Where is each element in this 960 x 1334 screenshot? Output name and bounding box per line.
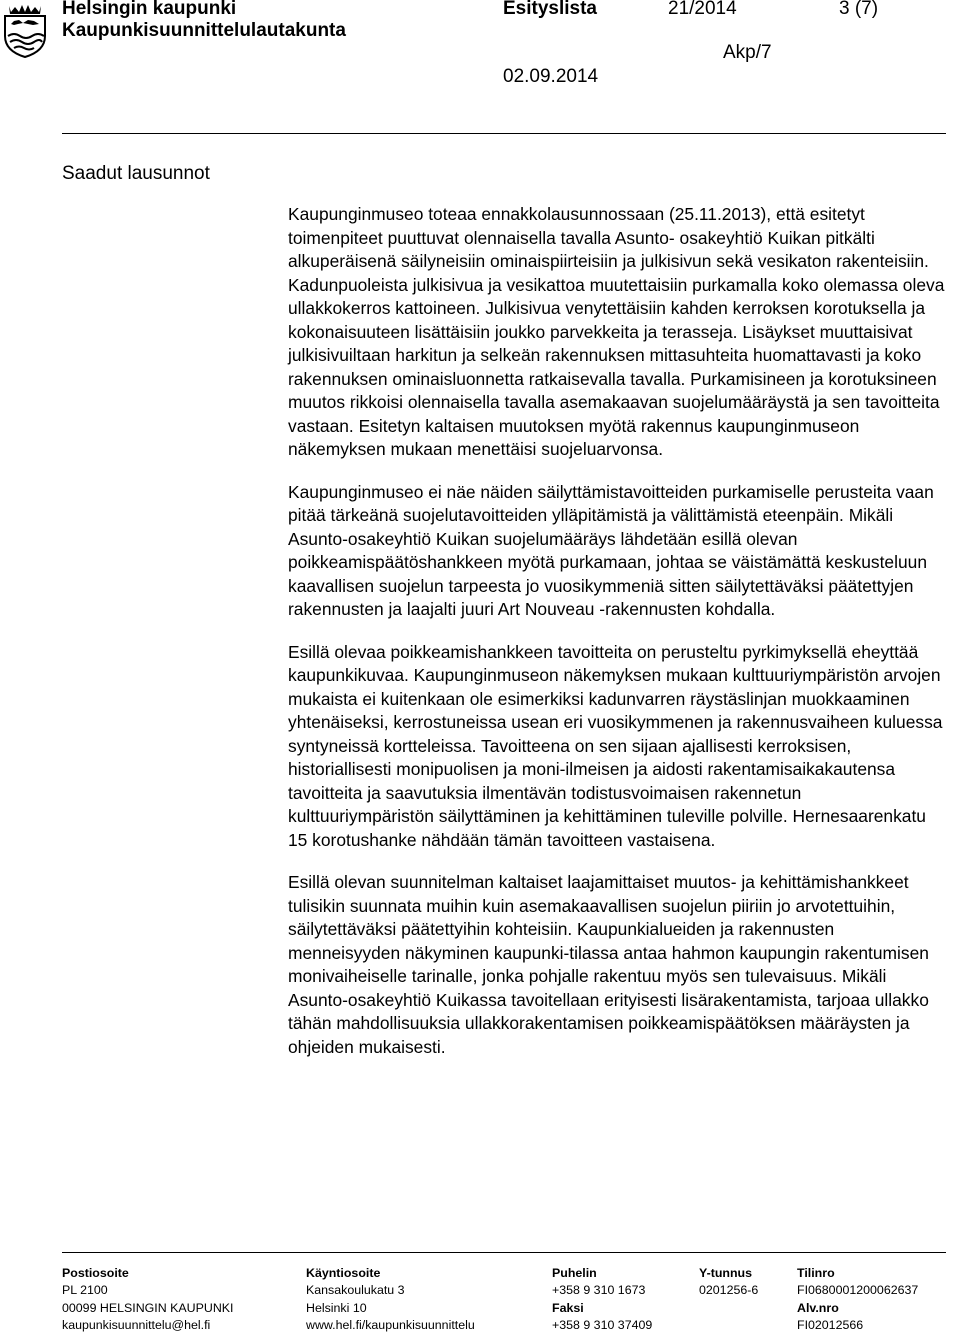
footer-value: Helsinki 10 <box>306 1300 367 1315</box>
footer-value: 0201256-6 <box>699 1283 759 1298</box>
footer-value: Kansakoulukatu 3 <box>306 1283 405 1298</box>
footer-value: +358 9 310 1673 <box>552 1283 646 1298</box>
paragraph: Esillä olevan suunnitelman kaltaiset laajamittaiset muutos- ja kehittämishankkeet tulisikin suunnata muihin kuin asemakaavallisen suojelun piiriin jo arvotettuihin, säilytettäväksi päätettyihin kohteisiin. Kaupunkialueiden ja rakennusten menneisyyden näkyminen kaupunki-tilassa antaa hahmon kaupungin rakentumisen monivaiheiselle tarinalle, jonka pohjalle rakentuu myös sen tulevaisuus. Mikäli Asunto-osakeyhtiö Kuikassa tavoitellaan erityisesti lisärakentamista, tarjoaa ullakko tähän mahdollisuuksia ullakkorakentamisen poikkeamispäätöksen määräysten ja ohjeiden mukaisesti. <box>288 872 929 1057</box>
section-heading: Saadut lausunnot <box>62 163 210 184</box>
organization-name: Helsingin kaupunki <box>62 0 237 19</box>
document-number: 21/2014 <box>668 0 737 19</box>
footer-website: www.hel.fi/kaupunkisuunnittelu <box>306 1317 475 1332</box>
footer-label: Faksi <box>552 1300 584 1315</box>
footer-email: kaupunkisuunnittelu@hel.fi <box>62 1317 211 1332</box>
footer-label: Tilinro <box>797 1266 835 1280</box>
footer-value: PL 2100 <box>62 1283 108 1298</box>
footer-business-id <box>699 1265 758 1300</box>
footer-value: FI02012566 <box>797 1317 864 1332</box>
footer-label: Postiosoite <box>62 1266 129 1280</box>
item-number: Akp/7 <box>723 42 772 63</box>
header-divider <box>62 133 946 134</box>
footer-value: +358 9 310 37409 <box>552 1317 653 1332</box>
board-name: Kaupunkisuunnittelulautakunta <box>62 20 346 41</box>
footer-divider <box>62 1252 946 1253</box>
footer-label: Puhelin <box>552 1266 597 1280</box>
paragraph: Kaupunginmuseo ei näe näiden säilyttämistavoitteiden purkamiselle perusteita vaan pitää tärkeänä suojelutavoitteiden ylläpitämistä ja välittämistä eteenpäin. Mikäli Asunto-osakeyhtiö Kuikan suojelumääräys lähdetään esillä olevan poikkeamispäätöshankkeen myötä purkamaan, johtaa se väistämättä keskusteluun kaavallisen suojelun tarpeesta jo vuosikymmeniä sitten säilytettäväksi päätettyjen rakennusten ja laajalti juuri Art Nouveau -rakennusten kohdalla. <box>288 481 934 619</box>
page-number: 3 (7) <box>839 0 879 19</box>
footer-label: Alv.nro <box>797 1300 839 1315</box>
meeting-date: 02.09.2014 <box>503 66 599 87</box>
paragraph: Esillä olevaa poikkeamishankkeen tavoitteita on perusteltu pyrkimyksellä eheyttää kaupunkikuvaa. Kaupunginmuseon näkemyksen mukaan kulttuuriympäristön arvojen mukaista ei kuitenkaan ole esimerkiksi kadunvarren räystäslinjan muokkaaminen yhtenäiseksi, kerrostuneissa usean eri vuosikymmenen ja rakennusvaiheen kuluessa syntyneissä kortteleissa. Tavoitteena on sen sijaan ajallisesti kerroksisen, historiallisesti monipuolisen ja moni-ilmeisen ja aidosti rakentamisaikakautensa tavoitteita ja saavutuksia ilmentävän todistusvoimaisen rakennetun kulttuuriympäristön säilyttäminen ja kehittäminen tuleville polville. Hernesaarenkatu 15 korotushanke nähdään tämän tavoitteen vastaisena. <box>288 641 943 850</box>
footer-bank <box>797 1265 918 1334</box>
helsinki-coat-of-arms-logo <box>2 2 48 58</box>
footer-label: Käyntiosoite <box>306 1266 381 1280</box>
footer-visiting-address <box>306 1265 475 1334</box>
body-text <box>288 203 948 1078</box>
footer-value: 00099 HELSINGIN KAUPUNKI <box>62 1300 234 1315</box>
footer-postal-address <box>62 1265 233 1334</box>
footer-label: Y-tunnus <box>699 1266 752 1280</box>
document-type: Esityslista <box>503 0 597 19</box>
paragraph: Kaupunginmuseo toteaa ennakkolausunnossaan (25.11.2013), että esitetyt toimenpiteet puuttuvat olennaisella tavalla Asunto- osakeyhtiö Kuikan pitkälti alkuperäisenä säilyneisiin ominaispiirteisiin ja julkisivun sekä vesikaton rakenteisiin. Kadunpuoleista julkisivua ja vesikattoa muutettaisiin purkamalla koko olemassa oleva ullakkokerros kattoineen. Julkisivua venytettäisiin kahden kerroksen korotuksella ja kokonaisuuteen lisättäisiin joukko parvekkeita ja terasseja. Lisäykset muuttaisivat julkisivuiltaan harkitun ja selkeän rakennuksen mittasuhteita huomattavasti ja koko rakennuksen ominaisluonnetta ratkaisevalla tavalla. Purkamisineen ja korotuksineen muutos rikkoisi olennaisella tavalla asemakaavan suojelumääräystä ja sen tavoitteita vastaan. Esitetyn kaltaisen muutoksen myötä rakennus kaupunginmuseon näkemyksen mukaan menettäisi suojeluarvonsa. <box>288 204 945 459</box>
footer-phone <box>552 1265 652 1334</box>
footer-value: FI0680001200062637 <box>797 1283 919 1298</box>
